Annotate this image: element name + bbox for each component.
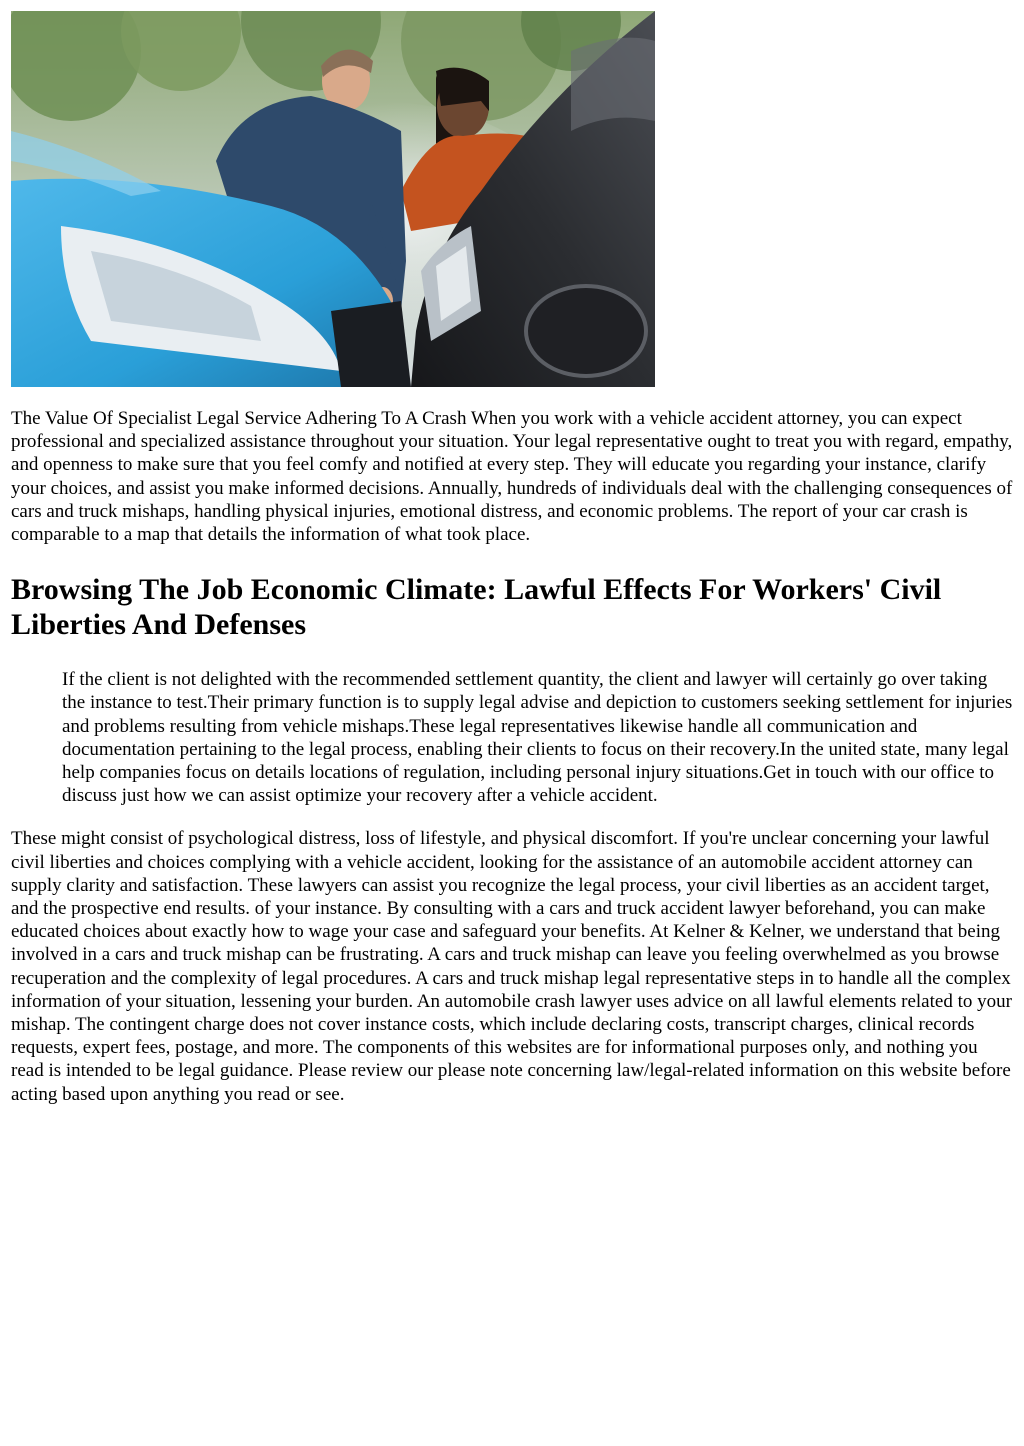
- car-accident-photo: [11, 11, 655, 387]
- intro-paragraph: The Value Of Specialist Legal Service Adhering To A Crash When you work with a vehicle accident attorney, you can expect professional and specialized assistance throughout your situation. Your legal representative ought to treat you with regard, empathy, and openness to make sure that you feel comfy and notified at every step. They will educate you regarding your instance, clarify your choices, and assist you make informed decisions. Annually, hundreds of individuals deal with the challenging consequences of cars and truck mishaps, handling physical injuries, emotional distress, and economic problems. The report of your car crash is comparable to a map that details the information of what took place.: [11, 408, 1013, 546]
- car-accident-photo-icon: [11, 11, 655, 387]
- blockquote-text: If the client is not delighted with the recommended settlement quantity, the client and lawyer will certainly go over taking the instance to test.Their primary function is to supply legal advise and depiction to customers seeking settlement for injuries and problems resulting from vehicle mishaps.These legal representatives likewise handle all communication and documentation pertaining to the legal process, enabling their clients to focus on their recovery.In the united state, many legal help companies focus on details locations of regulation, including personal injury situations.Get in touch with our office to discuss just how we can assist optimize your recovery after a vehicle accident.: [62, 669, 1013, 807]
- body-paragraph: These might consist of psychological distress, loss of lifestyle, and physical discomfort. If you're unclear concerning your lawful civil liberties and choices complying with a vehicle accident, looking for the assistance of an automobile accident attorney can supply clarity and satisfaction. These lawyers can assist you recognize the legal process, your civil liberties as an accident target, and the prospective end results. of your instance. By consulting with a cars and truck accident lawyer beforehand, you can make educated choices about exactly how to wage your case and safeguard your benefits. At Kelner & Kelner, we understand that being involved in a cars and truck mishap can be frustrating. A cars and truck mishap can leave you feeling overwhelmed as you browse recuperation and the complexity of legal procedures. A cars and truck mishap legal representative steps in to handle all the complex information of your situation, lessening your burden. An automobile crash lawyer uses advice on all lawful elements related to your mishap. The contingent charge does not cover instance costs, which include declaring costs, transcript charges, clinical records requests, expert fees, postage, and more. The components of this websites are for informational purposes only, and nothing you read is intended to be legal guidance. Please review our please note concerning law/legal-related information on this website before acting based upon anything you read or see.: [11, 828, 1012, 1105]
- blockquote: [62, 668, 1014, 807]
- article: [11, 11, 1014, 1106]
- section-heading: Browsing The Job Economic Climate: Lawful Effects For Workers' Civil Liberties And Defenses: [11, 573, 942, 641]
